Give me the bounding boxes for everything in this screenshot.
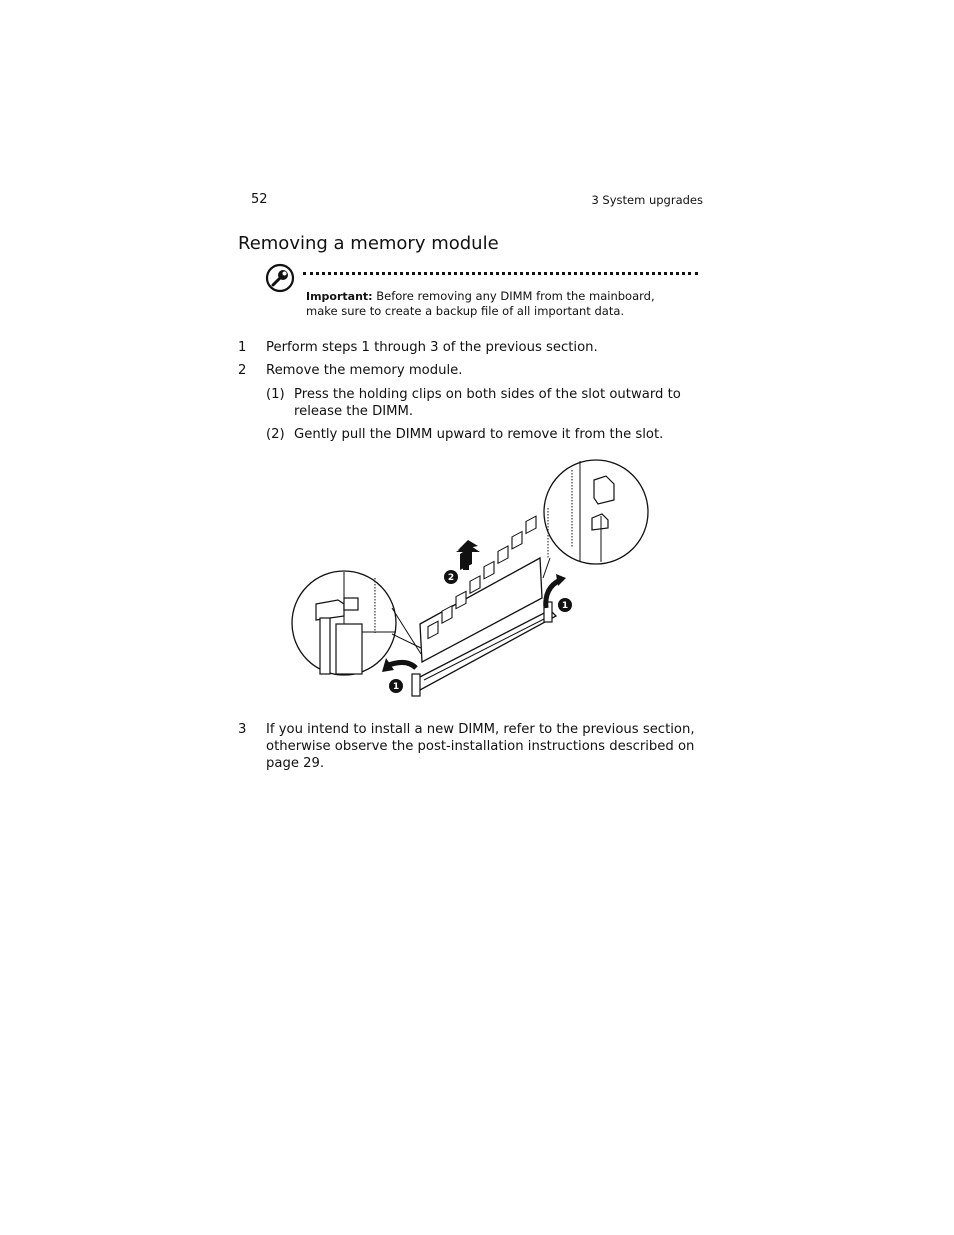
section-heading: Removing a memory module (238, 233, 499, 254)
note-line-2: make sure to create a backup file of all important data. (306, 304, 625, 318)
step-number: 3 (238, 722, 247, 737)
substep-line: release the DIMM. (294, 404, 414, 419)
callout-1-left (389, 679, 403, 693)
step-line: If you intend to install a new DIMM, refer to the previous section, (266, 722, 695, 737)
substep-line: Press the holding clips on both sides of the slot outward to (294, 387, 681, 402)
left-clip-detail (292, 571, 396, 675)
callout-1-right (558, 598, 572, 612)
callout-number: 2 (447, 573, 455, 583)
callout-number: 1 (392, 682, 400, 692)
dimm-removal-illustration (288, 458, 654, 708)
wrench-icon (265, 263, 295, 293)
substep-number: (1) (266, 387, 285, 402)
callout-number: 1 (561, 601, 569, 611)
step-text (266, 721, 706, 772)
step-text: Remove the memory module. (266, 363, 463, 378)
step-number: 1 (238, 340, 247, 355)
important-note (306, 289, 706, 319)
step-text: Perform steps 1 through 3 of the previous section. (266, 340, 598, 355)
note-divider (303, 272, 698, 275)
substep-text: Gently pull the DIMM upward to remove it from the slot. (294, 427, 664, 442)
step-number: 2 (238, 363, 247, 378)
callout-2 (444, 570, 458, 584)
note-label: Important: (306, 290, 373, 303)
up-arrow-icon (456, 540, 480, 570)
substep-number: (2) (266, 427, 285, 442)
step-line: otherwise observe the post-installation instructions described on (266, 739, 695, 754)
chapter-title: 3 System upgrades (591, 193, 703, 207)
page-number: 52 (251, 192, 268, 207)
note-line-1: Before removing any DIMM from the mainboard, (376, 289, 655, 303)
step-line: page 29. (266, 756, 325, 771)
dimm-module (420, 516, 542, 662)
right-clip-detail (544, 460, 648, 564)
substep-text (294, 386, 704, 420)
